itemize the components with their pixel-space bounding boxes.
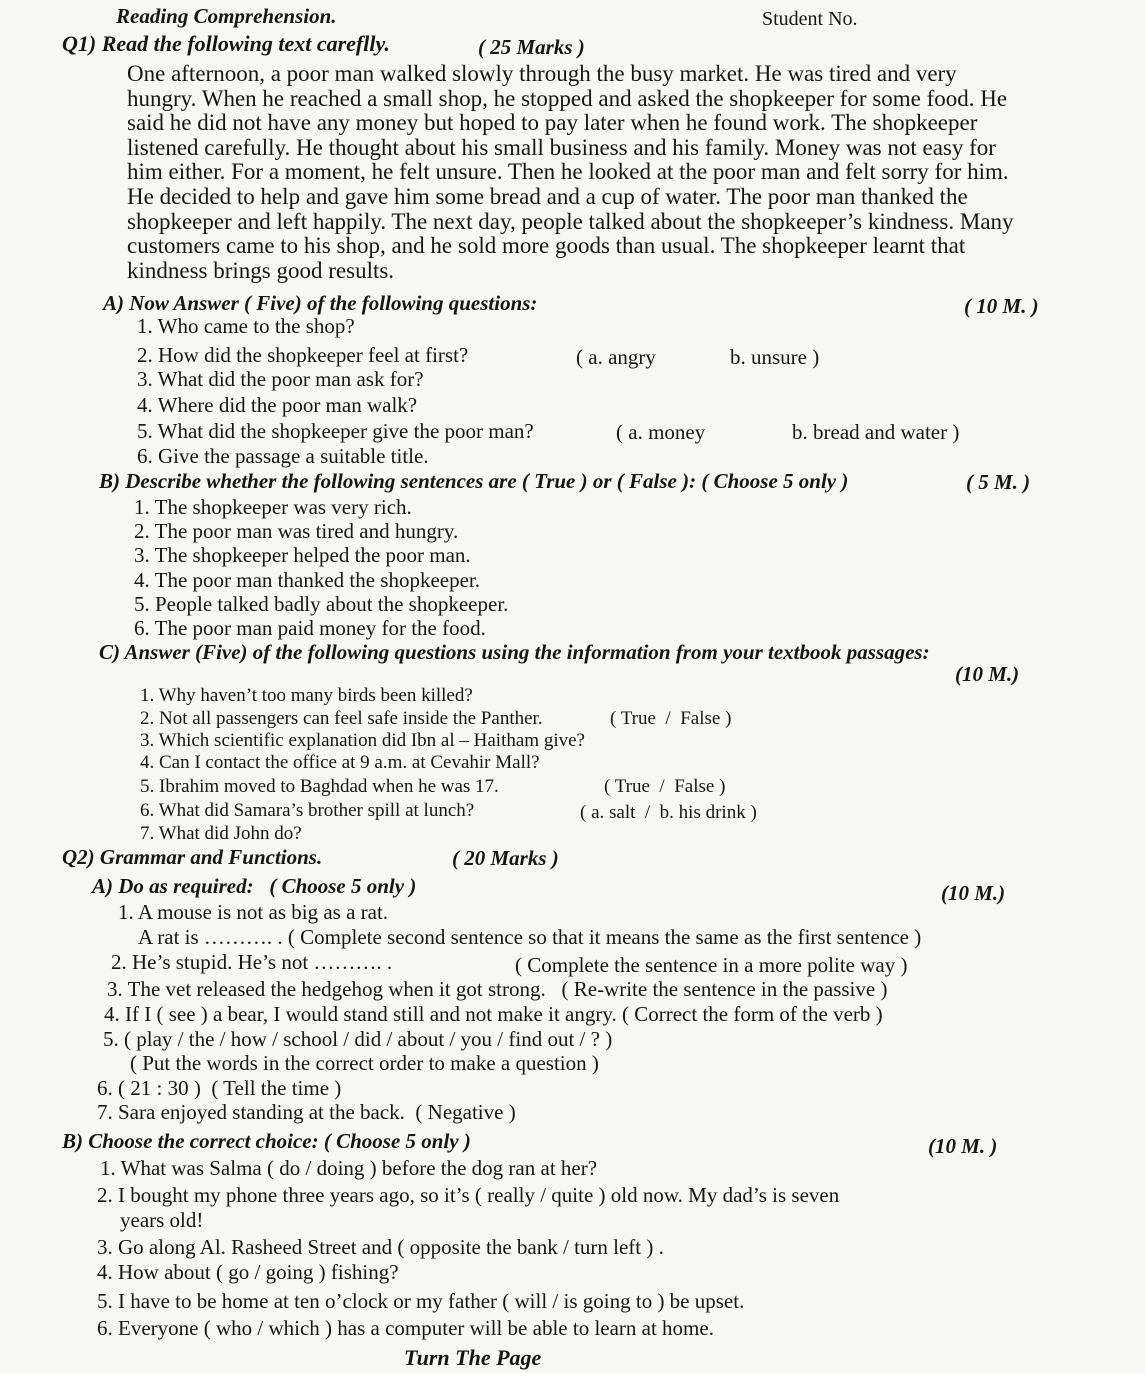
choice-item: 2. I bought my phone three years ago, so it’s ( really / quite ) old now. My dad’s is seven <box>97 1183 840 1207</box>
choice-options: ( a. salt / b. his drink ) <box>580 802 757 823</box>
choice-item: 3. Go along Al. Rasheed Street and ( opposite the bank / turn left ) . <box>97 1235 664 1259</box>
section-c-marks: (10 M.) <box>955 662 1020 686</box>
grammar-item: 3. The vet released the hedgehog when it got strong. ( Re-write the sentence in the passive ) <box>107 977 888 1001</box>
q2-section-a-marks: (10 M.) <box>941 881 1006 905</box>
option-b: b. unsure ) <box>730 345 820 369</box>
grammar-item: 4. If I ( see ) a bear, I would stand still and not make it angry. ( Correct the form of the verb ) <box>104 1002 883 1026</box>
question-item: 5. Ibrahim moved to Baghdad when he was 17. <box>140 776 499 797</box>
statement-item: 1. The shopkeeper was very rich. <box>134 495 412 519</box>
q2-section-b-marks: (10 M. ) <box>928 1134 998 1158</box>
statement-item: 4. The poor man thanked the shopkeeper. <box>134 568 481 592</box>
true-false-options: ( True / False ) <box>610 708 732 729</box>
question-item: 4. Where did the poor man walk? <box>137 393 418 417</box>
passage-line: One afternoon, a poor man walked slowly through the busy market. He was tired and very <box>127 61 957 86</box>
question-item: 4. Can I contact the office at 9 a.m. at Cevahir Mall? <box>140 752 540 773</box>
turn-page-footer: Turn The Page <box>404 1345 542 1370</box>
section-c-heading: C) Answer (Five) of the following questions using the information from your textbook passages: <box>99 640 930 664</box>
grammar-item: 6. ( 21 : 30 ) ( Tell the time ) <box>97 1076 342 1100</box>
section-a-marks: ( 10 M. ) <box>964 294 1039 318</box>
question-item: 6. What did Samara’s brother spill at lunch? <box>140 800 475 821</box>
q2-section-a-heading: A) Do as required: ( Choose 5 only ) <box>92 874 417 898</box>
q2-section-b-heading: B) Choose the correct choice: ( Choose 5 only ) <box>62 1129 471 1153</box>
question-item: 5. What did the shopkeeper give the poor man? <box>137 419 534 443</box>
passage-line: listened carefully. He thought about his small business and his family. Money was not easy for <box>127 134 996 160</box>
q2-marks: ( 20 Marks ) <box>452 846 559 870</box>
grammar-item: 2. He’s stupid. He’s not ………. . <box>111 950 393 974</box>
section-a-heading: A) Now Answer ( Five) of the following questions: <box>103 291 538 315</box>
grammar-instruction: ( Put the words in the correct order to make a question ) <box>130 1051 599 1075</box>
page-title: Reading Comprehension. <box>116 4 337 28</box>
choice-item: 6. Everyone ( who / which ) has a computer will be able to learn at home. <box>97 1316 714 1340</box>
grammar-item: 1. A mouse is not as big as a rat. <box>118 900 389 924</box>
q1-marks: ( 25 Marks ) <box>478 35 585 59</box>
choice-item: 4. How about ( go / going ) fishing? <box>97 1260 399 1284</box>
option-b: b. bread and water ) <box>792 420 960 444</box>
passage-line: him either. For a moment, he felt unsure. Then he looked at the poor man and felt sorry for him. <box>127 159 1009 185</box>
grammar-item: A rat is ………. . ( Complete second sentence so that it means the same as the first sentence ) <box>138 925 922 949</box>
passage-line: customers came to his shop, and he sold more goods than usual. The shopkeeper learnt that <box>127 233 966 259</box>
passage-line: said he did not have any money but hoped to pay later when he found work. The shopkeeper <box>127 110 978 136</box>
choice-item: years old! <box>120 1208 204 1232</box>
option-a: ( a. money <box>616 420 706 444</box>
option-a: ( a. angry <box>576 345 656 369</box>
question-item: 7. What did John do? <box>140 823 302 844</box>
choice-item: 1. What was Salma ( do / doing ) before the dog ran at her? <box>100 1156 598 1180</box>
statement-item: 3. The shopkeeper helped the poor man. <box>134 543 471 567</box>
question-item: 2. Not all passengers can feel safe inside the Panther. <box>140 708 543 729</box>
question-item: 1. Who came to the shop? <box>137 314 355 338</box>
reading-passage <box>127 62 1063 283</box>
statement-item: 2. The poor man was tired and hungry. <box>134 519 459 543</box>
passage-line: He decided to help and gave him some bread and a cup of water. The poor man thanked the <box>127 183 968 209</box>
question-item: 3. What did the poor man ask for? <box>137 367 424 391</box>
passage-line: kindness brings good results. <box>127 257 395 283</box>
section-b-heading: B) Describe whether the following sentences are ( True ) or ( False ): ( Choose 5 only ) <box>99 469 849 493</box>
question-item: 2. How did the shopkeeper feel at first? <box>137 343 469 367</box>
passage-line: shopkeeper and left happily. The next day, people talked about the shopkeeper’s kindness. Many <box>127 208 1014 234</box>
passage-line: hungry. When he reached a small shop, he stopped and asked the shopkeeper for some food. He <box>127 85 1008 111</box>
q1-title: Q1) Read the following text careflly. <box>62 31 390 56</box>
student-number-label: Student No. <box>762 8 858 30</box>
true-false-options: ( True / False ) <box>604 776 726 797</box>
choice-item: 5. I have to be home at ten o’clock or my father ( will / is going to ) be upset. <box>97 1289 745 1313</box>
statement-item: 5. People talked badly about the shopkeeper. <box>134 592 509 616</box>
question-item: 1. Why haven’t too many birds been killed? <box>140 685 473 706</box>
grammar-item: 5. ( play / the / how / school / did / about / you / find out / ? ) <box>103 1027 613 1051</box>
grammar-instruction: ( Complete the sentence in a more polite way ) <box>515 953 908 977</box>
grammar-item: 7. Sara enjoyed standing at the back. ( Negative ) <box>97 1100 516 1124</box>
question-item: 3. Which scientific explanation did Ibn al – Haitham give? <box>140 730 585 751</box>
q2-title: Q2) Grammar and Functions. <box>62 845 323 869</box>
section-b-marks: ( 5 M. ) <box>966 470 1031 494</box>
statement-item: 6. The poor man paid money for the food. <box>134 616 486 640</box>
question-item: 6. Give the passage a suitable title. <box>137 444 429 468</box>
